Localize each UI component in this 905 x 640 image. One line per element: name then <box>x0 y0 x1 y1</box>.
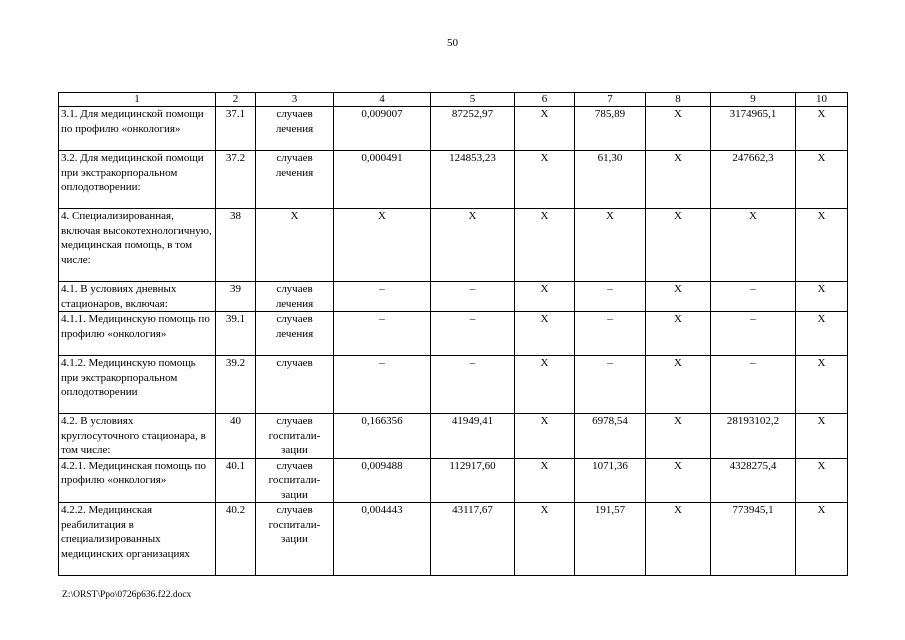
table-cell: случаев госпитали-зации <box>256 503 334 576</box>
table-cell: 40 <box>216 414 256 459</box>
table-cell: Х <box>575 209 646 282</box>
table-cell: Х <box>431 209 515 282</box>
table-cell: 4. Специализированная, включая высокотехнологичную, медицинская помощь, в том числе: <box>59 209 216 282</box>
table-row <box>59 503 848 576</box>
table-cell: 43117,67 <box>431 503 515 576</box>
table-row <box>59 209 848 282</box>
table-cell: Х <box>515 356 575 414</box>
table-cell: – <box>711 356 796 414</box>
table-cell: – <box>711 282 796 312</box>
table-cell: случаев <box>256 356 334 414</box>
table-row <box>59 414 848 459</box>
table-cell: Х <box>646 356 711 414</box>
page-number: 50 <box>447 37 458 49</box>
column-header: 7 <box>575 93 646 107</box>
table-cell: 40.2 <box>216 503 256 576</box>
column-header: 5 <box>431 93 515 107</box>
column-header: 4 <box>334 93 431 107</box>
table-cell: Х <box>796 107 848 151</box>
table-cell: 112917,60 <box>431 458 515 503</box>
table-cell: – <box>575 356 646 414</box>
table-cell: 4328275,4 <box>711 458 796 503</box>
table-cell: – <box>334 312 431 356</box>
table-cell: 41949,41 <box>431 414 515 459</box>
table-cell: 3174965,1 <box>711 107 796 151</box>
table-cell: Х <box>646 414 711 459</box>
table-cell: 37.1 <box>216 107 256 151</box>
table-row <box>59 107 848 151</box>
table-cell: 124853,23 <box>431 151 515 209</box>
table-cell: Х <box>796 458 848 503</box>
table-cell: 4.1.2. Медицинскую помощь при экстракорпоральном оплодотворении <box>59 356 216 414</box>
table-cell: 1071,36 <box>575 458 646 503</box>
table-cell: – <box>575 282 646 312</box>
table-cell: 0,009488 <box>334 458 431 503</box>
table-cell: Х <box>515 107 575 151</box>
table-cell: Х <box>646 107 711 151</box>
table-cell: 39.1 <box>216 312 256 356</box>
table-cell: – <box>431 356 515 414</box>
table-cell: Х <box>796 282 848 312</box>
table-cell: Х <box>515 312 575 356</box>
table-cell: случаев госпитали-зации <box>256 414 334 459</box>
table-cell: 6978,54 <box>575 414 646 459</box>
table-cell: Х <box>646 209 711 282</box>
table-cell: Х <box>646 282 711 312</box>
table-cell: случаев лечения <box>256 107 334 151</box>
table-cell: 0,009007 <box>334 107 431 151</box>
table-cell: 40.1 <box>216 458 256 503</box>
table-cell: Х <box>515 151 575 209</box>
column-header: 8 <box>646 93 711 107</box>
table-cell: 3.1. Для медицинской помощи по профилю «онкология» <box>59 107 216 151</box>
table-cell: Х <box>334 209 431 282</box>
table-cell: – <box>334 282 431 312</box>
table-cell: 4.2.1. Медицинская помощь по профилю «онкология» <box>59 458 216 503</box>
table-cell: случаев лечения <box>256 151 334 209</box>
table-row <box>59 356 848 414</box>
table-cell: 38 <box>216 209 256 282</box>
table-cell: 3.2. Для медицинской помощи при экстракорпоральном оплодотворении: <box>59 151 216 209</box>
table-cell: – <box>334 356 431 414</box>
table-cell: 773945,1 <box>711 503 796 576</box>
table-row <box>59 282 848 312</box>
table-cell: Х <box>256 209 334 282</box>
table-cell: 0,000491 <box>334 151 431 209</box>
table-cell: 0,004443 <box>334 503 431 576</box>
table-cell: Х <box>796 414 848 459</box>
column-header: 6 <box>515 93 575 107</box>
table-row <box>59 458 848 503</box>
table-cell: 37.2 <box>216 151 256 209</box>
column-header: 10 <box>796 93 848 107</box>
table-row <box>59 151 848 209</box>
table-cell: 61,30 <box>575 151 646 209</box>
table-cell: Х <box>796 312 848 356</box>
table-row <box>59 312 848 356</box>
table-cell: Х <box>515 282 575 312</box>
table-cell: 785,89 <box>575 107 646 151</box>
table-cell: 4.2. В условиях круглосуточного стационара, в том числе: <box>59 414 216 459</box>
table-cell: 191,57 <box>575 503 646 576</box>
table-cell: 39.2 <box>216 356 256 414</box>
table-cell: Х <box>515 209 575 282</box>
table-cell: 0,166356 <box>334 414 431 459</box>
header-row <box>59 93 848 107</box>
table-cell: 4.2.2. Медицинская реабилитация в специализированных медицинских организациях <box>59 503 216 576</box>
table-cell: случаев лечения <box>256 312 334 356</box>
table-cell: 39 <box>216 282 256 312</box>
column-header: 3 <box>256 93 334 107</box>
column-header: 1 <box>59 93 216 107</box>
table-cell: – <box>431 282 515 312</box>
data-table <box>58 92 848 576</box>
table-cell: Х <box>796 209 848 282</box>
column-header: 9 <box>711 93 796 107</box>
table-cell: Х <box>646 312 711 356</box>
table-cell: случаев лечения <box>256 282 334 312</box>
table-cell: Х <box>646 458 711 503</box>
table-cell: – <box>711 312 796 356</box>
table-cell: 4.1.1. Медицинскую помощь по профилю «онкология» <box>59 312 216 356</box>
table-cell: Х <box>515 414 575 459</box>
table-cell: Х <box>515 458 575 503</box>
table-cell: случаев госпитали-зации <box>256 458 334 503</box>
file-path-footer: Z:\ORST\Ppo\0726p636.f22.docx <box>62 590 192 600</box>
table-cell: 4.1. В условиях дневных стационаров, включая: <box>59 282 216 312</box>
table-cell: Х <box>711 209 796 282</box>
table-cell: 28193102,2 <box>711 414 796 459</box>
table-cell: Х <box>796 356 848 414</box>
table-cell: 87252,97 <box>431 107 515 151</box>
table-cell: – <box>431 312 515 356</box>
table-cell: Х <box>515 503 575 576</box>
table-cell: Х <box>646 503 711 576</box>
table-cell: 247662,3 <box>711 151 796 209</box>
table-cell: Х <box>646 151 711 209</box>
table-cell: Х <box>796 503 848 576</box>
table-cell: Х <box>796 151 848 209</box>
table-cell: – <box>575 312 646 356</box>
column-header: 2 <box>216 93 256 107</box>
